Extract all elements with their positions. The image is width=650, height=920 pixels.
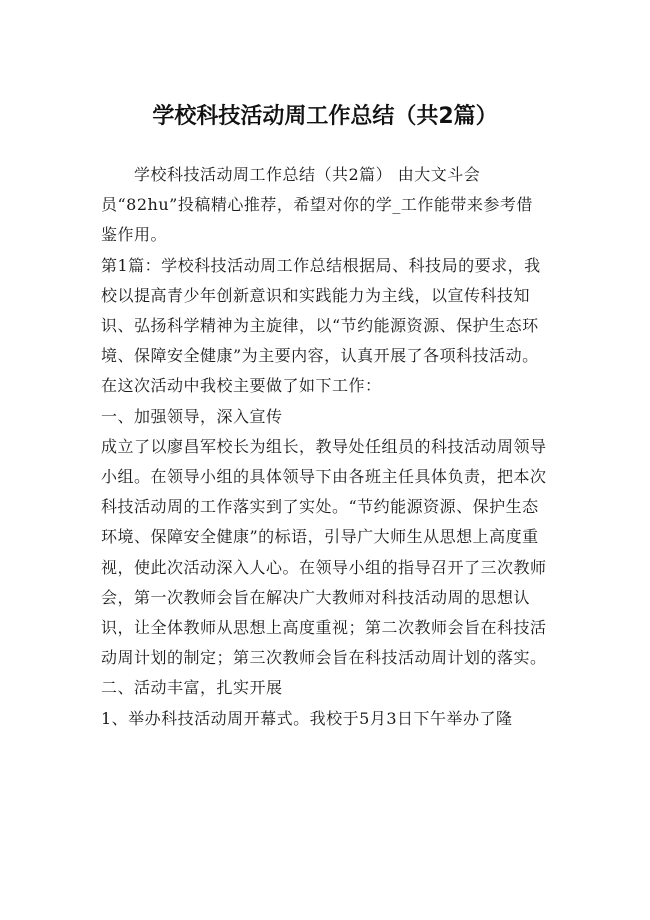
heading-leadership: 一、加强领导，深入宣传: [101, 406, 283, 426]
leadership-paragraph: 成立了以廖昌军校长为组长，教导处任组员的科技活动周领导小组。在领导小组的具体领导下由各班主任具体负责，把本次科技活动周的工作落实到了实处。“节约能源资源、保护生态环境、保障安全健康”的标语，引导广大师生从思想上高度重视，使此次活动深入人心。在领导小组的指导召开了三次教师会，第一次教师会旨在解决广大教师对科技活动周的思想认识，让全体教师从思想上高度重视；第二次教师会旨在科技活动周计划的制定；第三次教师会旨在科技活动周计划的落实。: [101, 436, 547, 668]
section-1-paragraph: 第1篇：学校科技活动周工作总结根据局、科技局的要求，我校以提高青少年创新意识和实践能力为主线，以宣传科技知识、弘扬科学精神为主旋律，以“节约能源资源、保护生态环境、保障安全健康”为主要内容，认真开展了各项科技活动。在这次活动中我校主要做了如下工作：: [101, 255, 541, 396]
activities-paragraph: 1、举办科技活动周开幕式。我校于5月3日下午举办了隆: [101, 708, 513, 728]
document-body: [101, 160, 549, 734]
document-title: 学校科技活动周工作总结（共2篇）: [152, 104, 498, 129]
intro-paragraph: 学校科技活动周工作总结（共2篇） 由大文斗会员“82hu”投稿精心推荐，希望对你的学_工作能带来参考借鉴作用。: [101, 165, 533, 245]
heading-activities: 二、活动丰富，扎实开展: [101, 678, 283, 698]
